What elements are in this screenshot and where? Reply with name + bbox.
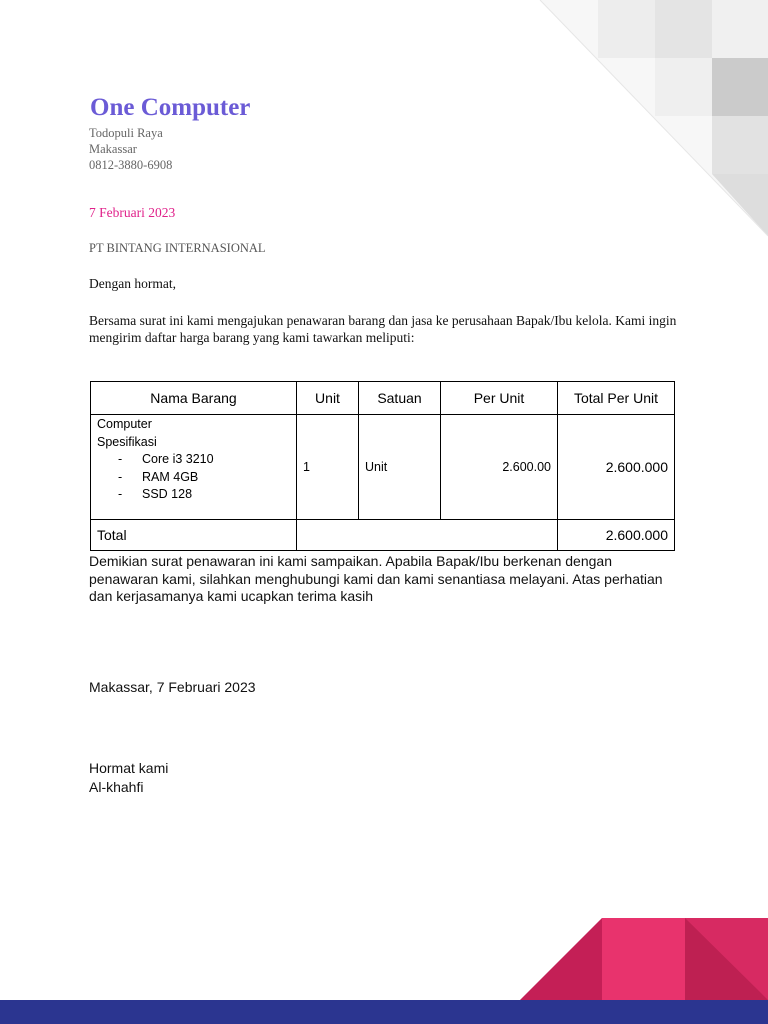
item-description-cell [91,415,297,520]
closing-paragraph: Demikian surat penawaran ini kami sampaikan. Apabila Bapak/Ibu berkenan dengan penawaran kami, silahkan menghubungi kami dan kami senantiasa melayani. Atas perhatian dan kerjasamanya kami ucapkan terima kasih [89,553,663,604]
list-item [97,486,290,504]
header-nama-barang: Nama Barang [91,382,297,415]
item-per-unit-price: 2.600.00 [441,415,558,520]
header-satuan: Satuan [359,382,441,415]
spec-list [97,451,290,504]
recipient: PT BINTANG INTERNASIONAL [89,241,266,255]
spec-label: Spesifikasi [97,434,157,449]
bullet-dash: - [118,469,123,484]
company-name: One Computer [90,94,251,121]
salutation: Dengan hormat, [89,276,176,291]
signer-name: Al-khahfi [89,779,144,795]
item-name: Computer [97,417,152,431]
price-table [90,381,675,551]
table-header-row [91,382,675,415]
total-label: Total [91,520,297,551]
spec-text: RAM 4GB [142,469,199,484]
item-total-per-unit: 2.600.000 [558,415,675,520]
item-unit: 1 [297,415,359,520]
bullet-dash: - [118,487,123,501]
bullet-dash: - [118,452,123,466]
spec-text: SSD 128 [142,487,193,501]
address-street: Todopuli Raya [89,126,163,140]
header-unit: Unit [297,382,359,415]
address-city: Makassar [89,142,137,156]
bottom-right-accent-shapes [520,918,768,1000]
list-item [97,469,290,487]
spec-text: Core i3 3210 [142,452,214,466]
table-row [91,415,675,520]
address-phone: 0812-3880-6908 [89,158,173,172]
total-empty-cell [297,520,558,551]
header-per-unit: Per Unit [441,382,558,415]
letter-date: 7 Februari 2023 [89,205,176,220]
item-satuan: Unit [359,415,441,520]
regards: Hormat kami [89,760,169,776]
table-total-row [91,520,675,551]
header-total-per-unit: Total Per Unit [558,382,675,415]
footer-bar [0,1000,768,1024]
place-date: Makassar, 7 Februari 2023 [89,679,256,695]
list-item [97,451,290,469]
top-right-gray-tiles [540,0,768,236]
total-value: 2.600.000 [558,520,675,551]
intro-paragraph: Bersama surat ini kami mengajukan penawaran barang dan jasa ke perusahaan Bapak/Ibu kelola. Kami ingin mengirim daftar harga barang yang kami tawarkan meliputi: [89,313,677,345]
